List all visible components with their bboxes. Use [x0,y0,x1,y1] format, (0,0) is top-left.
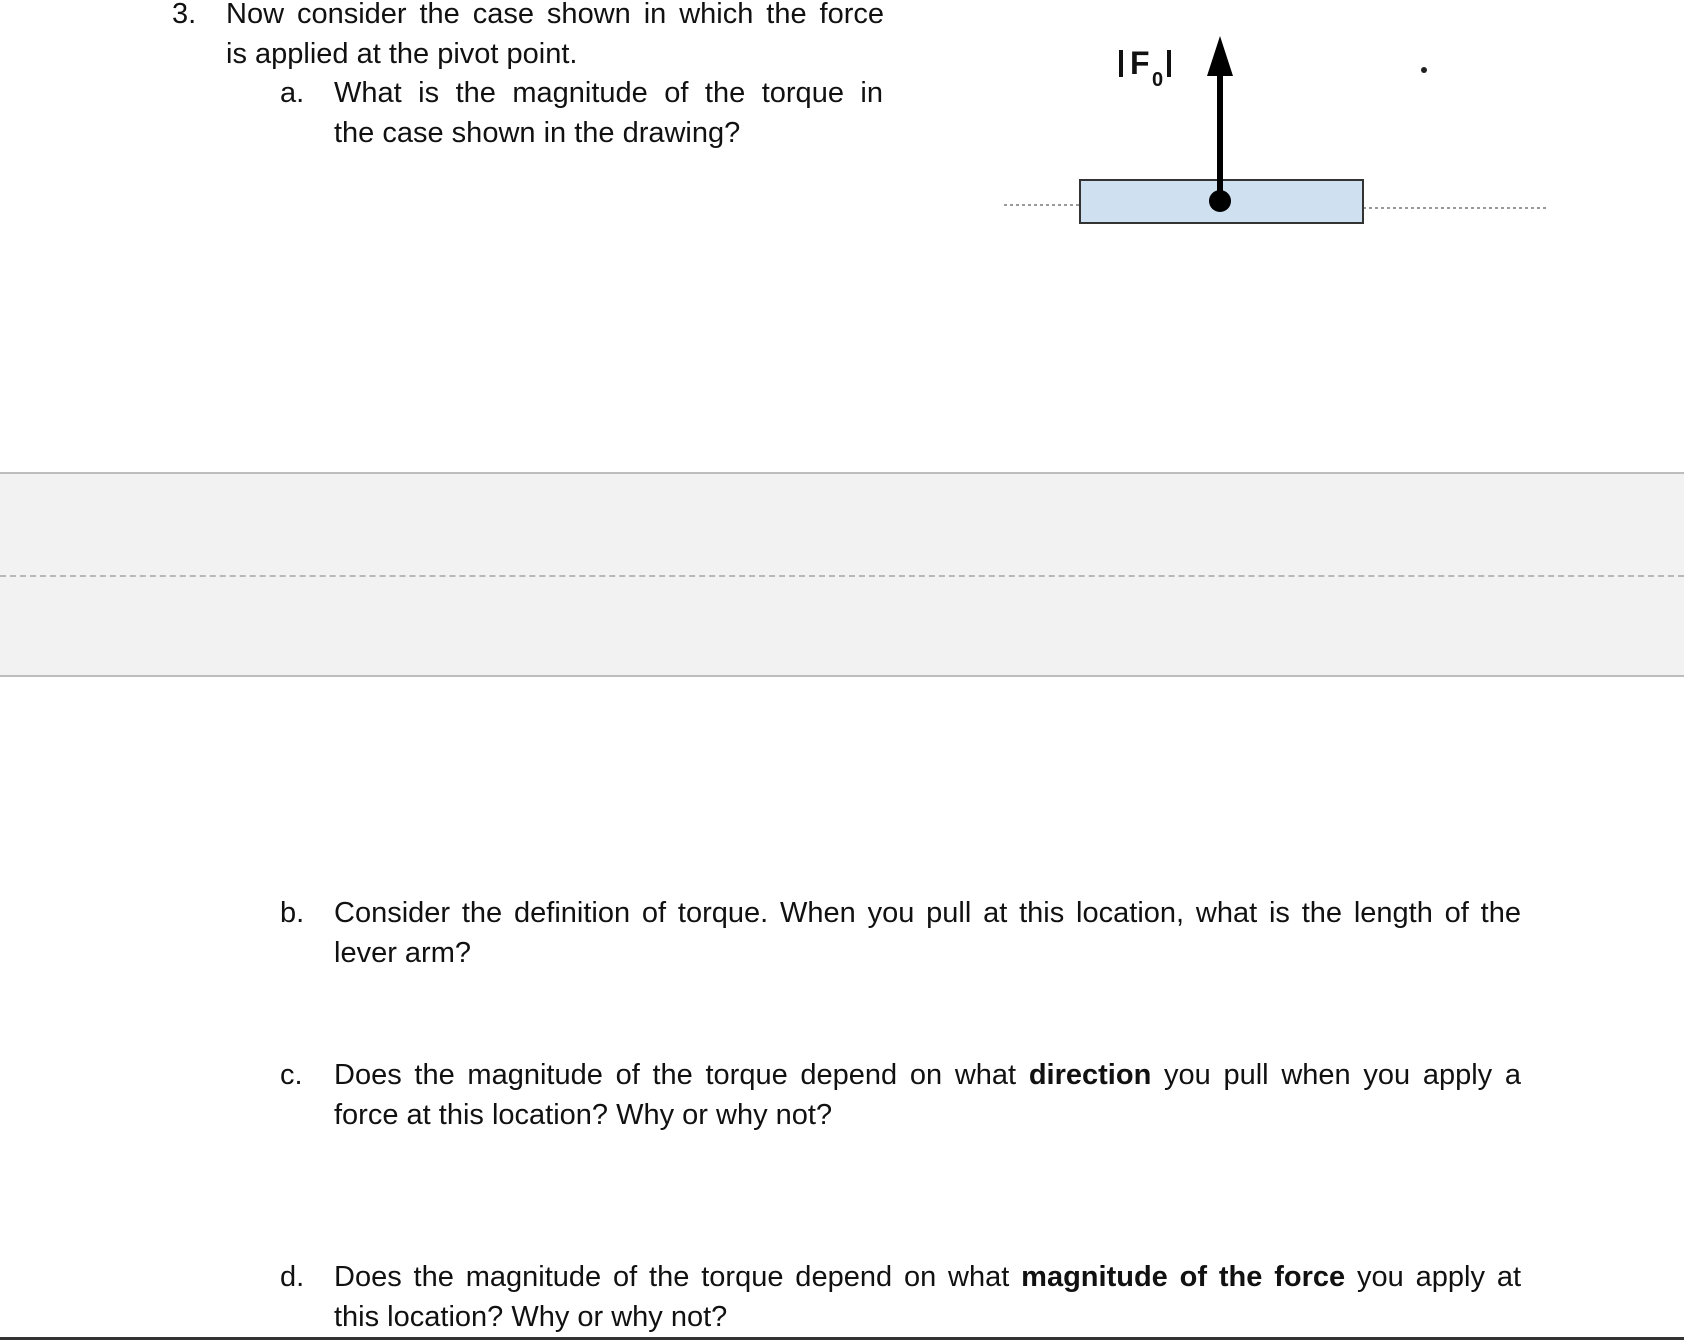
page-break-dashed-line [0,575,1684,577]
force-arrow-head [1207,36,1233,76]
force-magnitude-emphasis: magnitude of the force [1021,1261,1346,1293]
part-d-line-2: this location? Why or why not? [334,1301,728,1333]
part-a-line-1: What is the magnitude of the torque in [334,77,883,109]
question-3-line-1: Now consider the case shown in which the force [226,0,884,30]
part-d-line-1: Does the magnitude of the torque depend on what magnitude of the force you apply at [334,1261,1521,1293]
question-3-line-2: is applied at the pivot point. [226,38,578,70]
page-break-band [0,472,1684,677]
stray-dot [1421,67,1427,73]
part-c-marker: c. [280,1059,303,1091]
pivot-point [1209,190,1231,212]
pivot-force-diagram [0,0,1684,260]
part-a-line-2: the case shown in the drawing? [334,117,741,149]
part-b-marker: b. [280,897,305,929]
part-c-line-2: force at this location? Why or why not? [334,1099,833,1131]
part-b-line-1: Consider the definition of torque. When you pull at this location, what is the length of the [334,897,1521,929]
force-label-subscript: 0 [1152,69,1164,91]
part-c-line-1: Does the magnitude of the torque depend on what direction you pull when you apply a [334,1059,1521,1091]
direction-emphasis: direction [1028,1059,1152,1091]
question-number: 3. [172,0,197,30]
part-d-marker: d. [280,1261,305,1293]
part-b-line-2: lever arm? [334,937,471,969]
part-a-marker: a. [280,77,305,109]
force-label-symbol: F [1130,45,1150,81]
